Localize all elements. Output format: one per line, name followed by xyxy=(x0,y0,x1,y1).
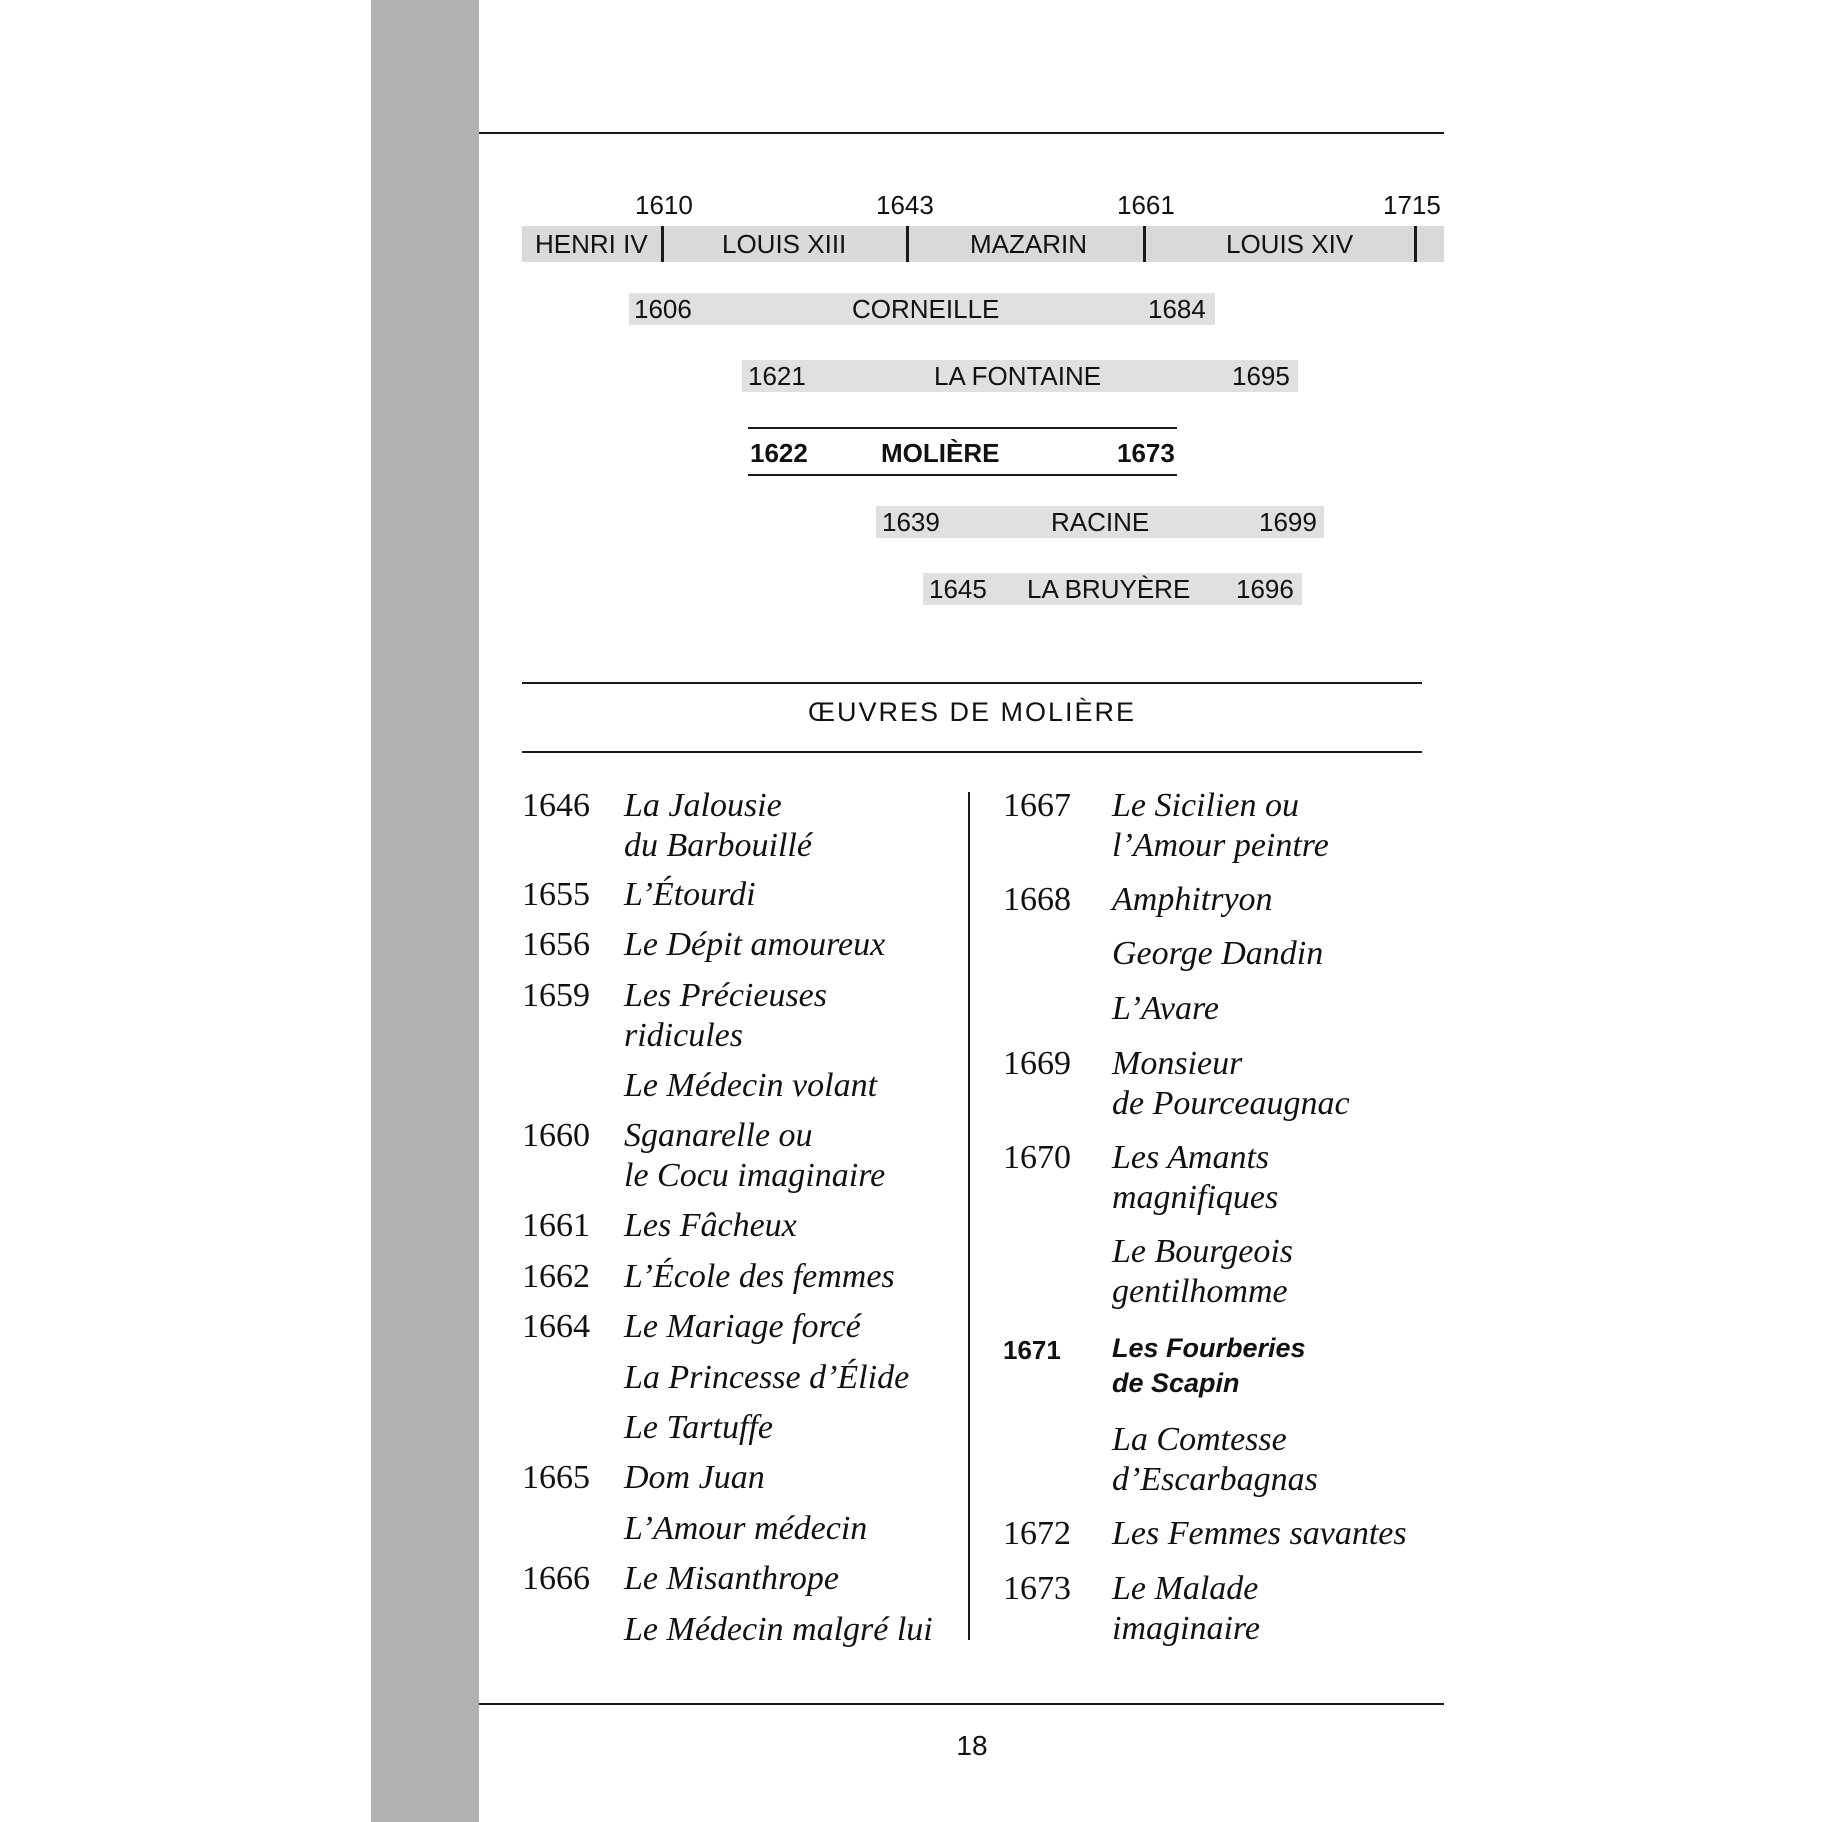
author-name: MOLIÈRE xyxy=(881,438,1000,468)
author-name: LA BRUYÈRE xyxy=(1027,574,1191,604)
work-title: Le Misanthrope xyxy=(624,1560,840,1597)
work-title: Sganarelle ou xyxy=(624,1117,813,1154)
work-title: La Princesse d’Élide xyxy=(624,1359,910,1396)
work-title: Les Amants xyxy=(1112,1139,1270,1176)
reign-separator xyxy=(661,226,664,262)
moliere-top-rule xyxy=(748,427,1177,429)
author-birth-year: 1639 xyxy=(882,507,940,537)
work-title: ridicules xyxy=(624,1017,743,1054)
work-year: 1672 xyxy=(1003,1515,1071,1552)
tick-year: 1661 xyxy=(1117,190,1175,220)
footer-rule xyxy=(479,1703,1444,1705)
work-year: 1656 xyxy=(522,926,590,963)
work-title: Dom Juan xyxy=(624,1459,765,1496)
work-title: Amphitryon xyxy=(1112,881,1273,918)
work-title: Les Fâcheux xyxy=(624,1207,797,1244)
author-birth-year: 1606 xyxy=(634,294,692,324)
work-title: Le Mariage forcé xyxy=(624,1308,861,1345)
work-title-highlighted: de Scapin xyxy=(1112,1368,1240,1398)
work-title: magnifiques xyxy=(1112,1179,1279,1216)
work-year-highlighted: 1671 xyxy=(1003,1335,1061,1365)
work-year: 1646 xyxy=(522,787,590,824)
work-title: de Pourceaugnac xyxy=(1112,1085,1350,1122)
page-number: 18 xyxy=(956,1730,988,1761)
work-title: l’Amour peintre xyxy=(1112,827,1329,864)
moliere-bottom-rule xyxy=(748,474,1177,476)
work-year: 1670 xyxy=(1003,1139,1071,1176)
work-title: L’Amour médecin xyxy=(624,1510,868,1547)
column-divider xyxy=(968,792,970,1640)
work-title: George Dandin xyxy=(1112,935,1324,972)
work-title: Les Précieuses xyxy=(624,977,828,1014)
work-title: L’Avare xyxy=(1112,990,1220,1027)
author-birth-year: 1622 xyxy=(750,438,808,468)
work-title: Le Sicilien ou xyxy=(1112,787,1299,824)
work-title: Le Bourgeois xyxy=(1112,1233,1294,1270)
work-title: Le Tartuffe xyxy=(624,1409,773,1446)
work-title: Le Dépit amoureux xyxy=(624,926,886,963)
reign-label: MAZARIN xyxy=(970,229,1087,259)
work-title: imaginaire xyxy=(1112,1610,1260,1647)
work-year: 1667 xyxy=(1003,787,1071,824)
work-year: 1665 xyxy=(522,1459,590,1496)
author-death-year: 1695 xyxy=(1232,361,1290,391)
author-death-year: 1684 xyxy=(1148,294,1206,324)
author-birth-year: 1645 xyxy=(929,574,987,604)
work-title: La Jalousie xyxy=(624,787,782,824)
work-title: d’Escarbagnas xyxy=(1112,1461,1318,1498)
author-name: RACINE xyxy=(1051,507,1150,537)
tick-year: 1643 xyxy=(876,190,934,220)
page-margin-band xyxy=(371,0,479,1822)
work-year: 1666 xyxy=(522,1560,590,1597)
work-title: Le Médecin volant xyxy=(624,1067,878,1104)
work-title: le Cocu imaginaire xyxy=(624,1157,886,1194)
work-year: 1668 xyxy=(1003,881,1071,918)
reign-separator xyxy=(1414,226,1417,262)
top-rule xyxy=(479,132,1444,134)
reign-label: LOUIS XIV xyxy=(1226,229,1354,259)
work-year: 1662 xyxy=(522,1258,590,1295)
reign-label: LOUIS XIII xyxy=(722,229,847,259)
work-year: 1669 xyxy=(1003,1045,1071,1082)
work-title: L’Étourdi xyxy=(624,876,756,913)
tick-year: 1715 xyxy=(1383,190,1441,220)
section-top-rule xyxy=(522,682,1422,684)
work-title: La Comtesse xyxy=(1112,1421,1287,1458)
work-title: Les Femmes savantes xyxy=(1112,1515,1407,1552)
work-year: 1659 xyxy=(522,977,590,1014)
section-bottom-rule xyxy=(522,751,1422,753)
work-year: 1661 xyxy=(522,1207,590,1244)
work-title: L’École des femmes xyxy=(624,1258,895,1295)
author-birth-year: 1621 xyxy=(748,361,806,391)
tick-year: 1610 xyxy=(635,190,693,220)
reign-separator xyxy=(1143,226,1146,262)
work-title: Le Malade xyxy=(1112,1570,1259,1607)
work-year: 1664 xyxy=(522,1308,590,1345)
work-title: Monsieur xyxy=(1112,1045,1243,1082)
work-year: 1673 xyxy=(1003,1570,1071,1607)
reign-separator xyxy=(906,226,909,262)
reign-label: HENRI IV xyxy=(535,229,648,259)
author-death-year: 1699 xyxy=(1259,507,1317,537)
work-year: 1655 xyxy=(522,876,590,913)
author-name: CORNEILLE xyxy=(852,294,1000,324)
work-title: Le Médecin malgré lui xyxy=(624,1611,933,1648)
work-title-highlighted: Les Fourberies xyxy=(1112,1333,1306,1363)
work-title: gentilhomme xyxy=(1112,1273,1288,1310)
author-name: LA FONTAINE xyxy=(934,361,1102,391)
work-year: 1660 xyxy=(522,1117,590,1154)
work-title: du Barbouillé xyxy=(624,827,812,864)
author-death-year: 1673 xyxy=(1117,438,1175,468)
author-death-year: 1696 xyxy=(1236,574,1294,604)
section-title: ŒUVRES DE MOLIÈRE xyxy=(807,697,1137,727)
